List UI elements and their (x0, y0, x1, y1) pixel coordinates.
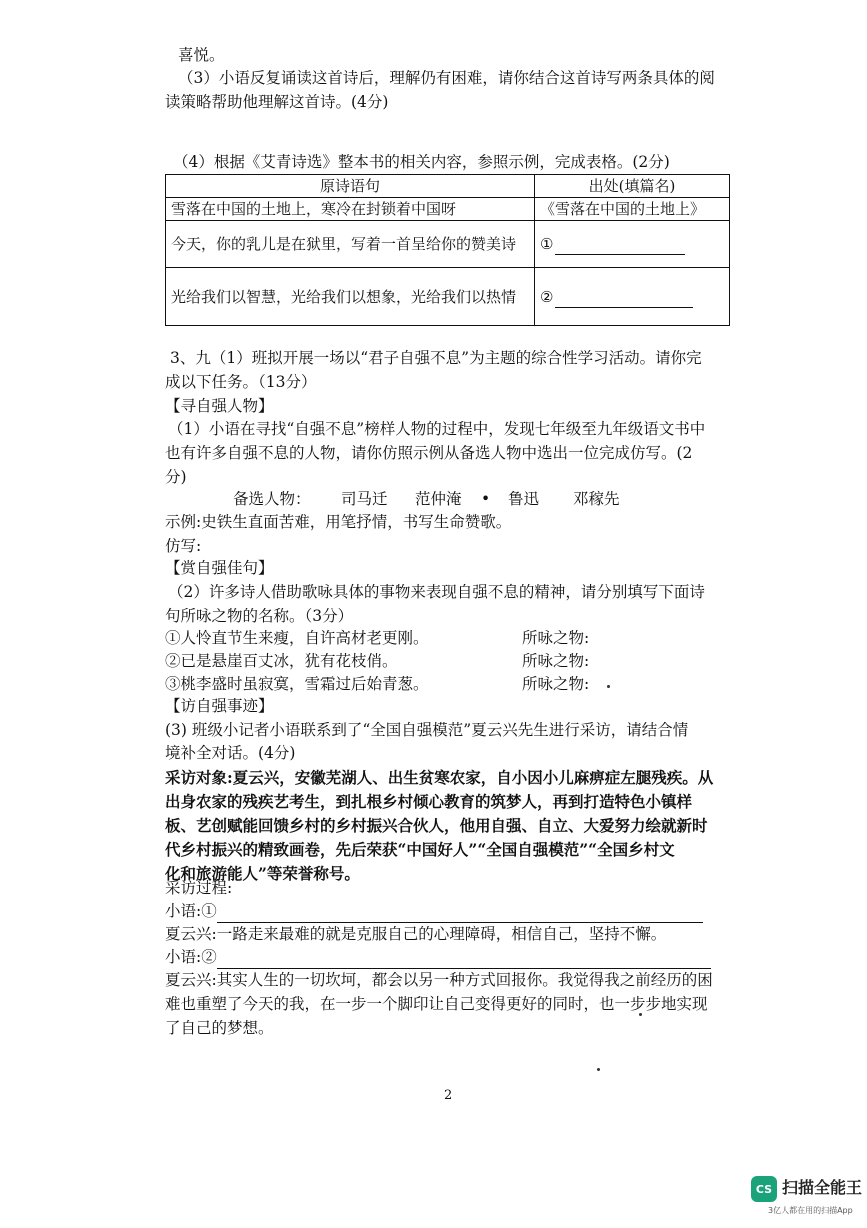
candidate-item: 司马迁 (341, 490, 388, 508)
answer-blank[interactable] (555, 238, 685, 255)
candidates-label: 备选人物： (233, 490, 311, 508)
task-2-text: （2）许多诗人借助歌咏具体的事物来表现自强不息的精神，请分别填写下面诗 (168, 583, 705, 601)
poem-line: ②已是悬崖百丈冰，犹有花枝俏。 (165, 652, 398, 670)
poem-object-label: 所咏之物: (522, 675, 590, 693)
table-header-row (166, 175, 730, 198)
poem-source-table (165, 174, 730, 326)
section-heading: 【寻自强人物】 (165, 397, 274, 415)
task-1-text: 分) (165, 468, 187, 486)
table-row (166, 268, 730, 326)
table-cell-source: 《雪落在中国的土地上》 (535, 198, 730, 221)
section-heading: 【访自强事迹】 (165, 697, 274, 715)
dialogue-speaker: 小语:② (165, 948, 217, 966)
answer-marker-2: ② (540, 287, 554, 306)
table-cell-line: 雪落在中国的土地上，寒冷在封锁着中国呀 (166, 198, 535, 221)
dialogue-line: 难也重塑了今天的我，在一步一个脚印让自己变得更好的同时，也一步步地实现 (165, 995, 708, 1013)
section-3-intro-cont: 成以下任务。（13分） (165, 373, 317, 391)
poem-object-label: 所咏之物: (522, 652, 590, 670)
page-number: 2 (444, 1088, 453, 1103)
task-3-text: (3) 班级小记者小语联系到了“全国自强模范”夏云兴先生进行采访，请结合情 (165, 721, 689, 739)
question-4-text: （4）根据《艾青诗选》整本书的相关内容，参照示例，完成表格。(2分) (173, 153, 670, 171)
table-cell-answer-1[interactable] (535, 221, 730, 268)
table-cell-line: 光给我们以智慧，光给我们以想象，光给我们以热情 (166, 268, 535, 326)
task-1-text: 也有许多自强不息的人物，请你仿照示例从备选人物中选出一位完成仿写。(2 (165, 444, 693, 462)
section-heading: 【赏自强佳句】 (165, 559, 274, 577)
table-row (166, 198, 730, 221)
example-sentence: 示例:史铁生直面苦难，用笔抒情，书写生命赞歌。 (165, 513, 512, 531)
bio-line: 代乡村振兴的精致画卷，先后荣获“中国好人”“全国自强模范”“全国乡村文 (165, 840, 675, 859)
scan-speck (607, 685, 610, 688)
dialogue-line (165, 945, 711, 969)
section-3-intro: 3、九（1）班拟开展一场以“君子自强不息”为主题的综合性学习活动。请你完 (170, 349, 702, 367)
answer-blank[interactable] (217, 952, 711, 969)
bio-line: 采访对象:夏云兴，安徽芜湖人、出生贫寒农家，自小因小儿麻痹症左腿残疾。从 (165, 768, 714, 787)
dialogue-speaker: 小语:① (165, 902, 217, 920)
process-label: 采访过程: (165, 879, 233, 897)
table-cell-line: 今天，你的乳儿是在狱里，写着一首呈给你的赞美诗 (166, 221, 535, 268)
bio-line: 化和旅游能人”等荣誉称号。 (165, 864, 360, 883)
question-3-text: （3）小语反复诵读这首诗后，理解仍有困难，请你结合这首诗写两条具体的阅 (178, 69, 715, 87)
poem-object-label: 所咏之物: (522, 629, 590, 647)
task-2-text: 句所咏之物的名称。（3分） (165, 607, 354, 625)
candidate-item: 邓稼先 (573, 490, 620, 508)
table-cell-answer-2[interactable] (535, 268, 730, 326)
imitate-label: 仿写: (165, 537, 202, 555)
table-row (166, 221, 730, 268)
text-line: 喜悦。 (178, 46, 225, 64)
scan-speck (597, 1068, 600, 1071)
task-1-text: （1）小语在寻找“自强不息”榜样人物的过程中，发现七年级至九年级语文书中 (168, 420, 706, 438)
dialogue-line (165, 899, 703, 923)
bio-line: 板、艺创赋能回馈乡村的乡村振兴合伙人，他用自强、自立、大爱努力绘就新时 (165, 816, 708, 835)
answer-marker-1: ① (540, 235, 554, 253)
dialogue-line: 夏云兴:一路走来最难的就是克服自己的心理障碍，相信自己，坚持不懈。 (165, 925, 667, 943)
answer-blank[interactable] (217, 906, 703, 923)
table-header: 出处(填篇名) (535, 175, 730, 198)
candidate-item: 鲁迅 (508, 490, 540, 508)
candidate-item: 范仲淹 (415, 490, 462, 508)
poem-line: ③桃李盛时虽寂寞，雪霜过后始青葱。 (165, 675, 429, 693)
scanner-tagline: 3亿人都在用的扫描App (768, 1206, 853, 1215)
scanner-brand: 扫描全能王 (782, 1178, 863, 1197)
scan-speck (639, 1013, 642, 1016)
task-3-text: 境补全对话。(4分) (165, 744, 296, 762)
dialogue-line: 了自己的梦想。 (165, 1019, 274, 1037)
scanner-logo-icon: CS (751, 1176, 777, 1202)
poem-line: ①人怜直节生来瘦，自许高材老更刚。 (165, 629, 429, 647)
dialogue-line: 夏云兴:其实人生的一切坎坷，都会以另一种方式回报你。我觉得我之前经历的困 (165, 971, 713, 989)
question-3-text-cont: 读策略帮助他理解这首诗。(4分) (165, 93, 389, 111)
candidate-bullet: • (481, 490, 491, 508)
table-header: 原诗语句 (166, 175, 535, 198)
answer-blank[interactable] (555, 291, 693, 308)
bio-line: 出身农家的残疾艺考生，到扎根乡村倾心教育的筑梦人，再到打造特色小镇样 (165, 792, 693, 811)
